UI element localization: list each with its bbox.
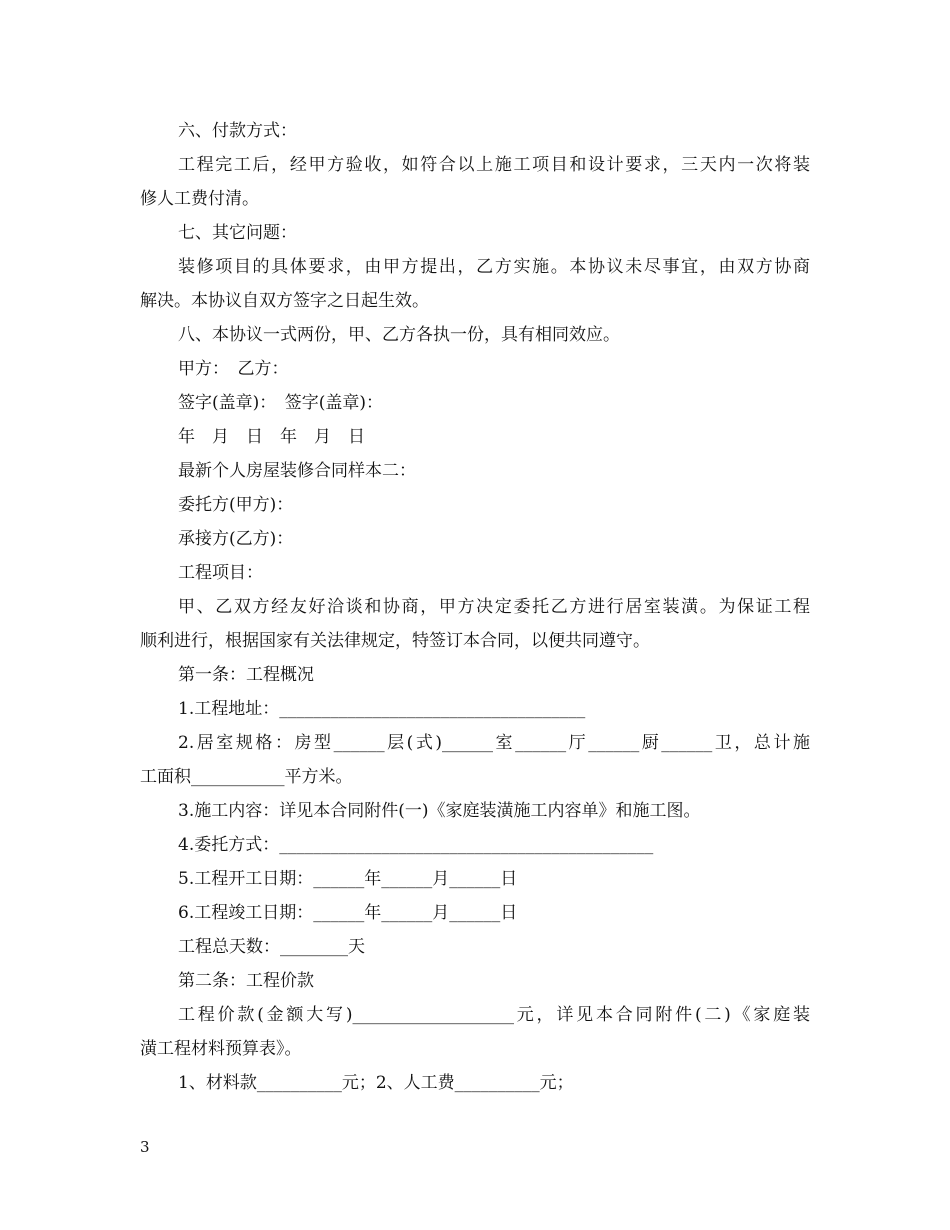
party-labels: 甲方： 乙方： bbox=[178, 359, 289, 379]
other-issues-line-2: 解决。本协议自双方签字之日起生效。 bbox=[140, 291, 429, 311]
client-party-label: 委托方(甲方)： bbox=[178, 495, 294, 515]
other-issues-line-1: 装修项目的具体要求，由甲方提出，乙方实施。本协议未尽事宜，由双方协商 bbox=[178, 257, 810, 277]
section-7-heading: 七、其它问题： bbox=[178, 223, 297, 243]
price-paragraph-line-2: 潢工程材料预算表》。 bbox=[140, 1039, 302, 1059]
item-project-address: 1.工程地址：____________________________________ bbox=[178, 699, 586, 719]
item-room-spec-line-2: 工面积___________平方米。 bbox=[140, 767, 353, 787]
item-commission-method: 4.委托方式：____________________________________________ bbox=[178, 835, 654, 855]
article-2-heading: 第二条：工程价款 bbox=[178, 971, 314, 991]
item-total-days: 工程总天数：________天 bbox=[178, 937, 365, 957]
sample-two-title: 最新个人房屋装修合同样本二： bbox=[178, 461, 416, 481]
article-1-heading: 第一条：工程概况 bbox=[178, 665, 314, 685]
section-6-heading: 六、付款方式： bbox=[178, 121, 297, 141]
section-8-text: 八、本协议一式两份，甲、乙方各执一份，具有相同效应。 bbox=[178, 325, 620, 345]
item-construction-content: 3.施工内容：详见本合同附件(一)《家庭装潢施工内容单》和施工图。 bbox=[178, 801, 701, 821]
project-label: 工程项目： bbox=[178, 563, 263, 583]
price-paragraph-line-1: 工程价款(金额大写)___________________元，详见本合同附件(二)《家庭装 bbox=[178, 1005, 810, 1025]
date-labels: 年 月 日 年 月 日 bbox=[178, 427, 365, 447]
intro-paragraph-line-1: 甲、乙双方经友好洽谈和协商，甲方决定委托乙方进行居室装潢。为保证工程 bbox=[178, 597, 810, 617]
payment-paragraph-line-1: 工程完工后，经甲方验收，如符合以上施工项目和设计要求，三天内一次将装 bbox=[178, 155, 810, 175]
page-number: 3 bbox=[140, 1138, 150, 1156]
price-breakdown: 1、材料款__________元；2、人工费__________元； bbox=[178, 1073, 574, 1093]
signature-labels: 签字(盖章)： 签字(盖章)： bbox=[178, 393, 384, 413]
item-completion-date: 6.工程竣工日期：______年______月______日 bbox=[178, 903, 518, 923]
contractor-party-label: 承接方(乙方)： bbox=[178, 529, 294, 549]
item-start-date: 5.工程开工日期：______年______月______日 bbox=[178, 869, 518, 889]
payment-paragraph-line-2: 修人工费付清。 bbox=[140, 189, 259, 209]
intro-paragraph-line-2: 顺利进行，根据国家有关法律规定，特签订本合同，以便共同遵守。 bbox=[140, 631, 650, 651]
item-room-spec-line-1: 2.居室规格：房型______层(式)______室______厅______厨______卫，总计施 bbox=[178, 733, 810, 753]
